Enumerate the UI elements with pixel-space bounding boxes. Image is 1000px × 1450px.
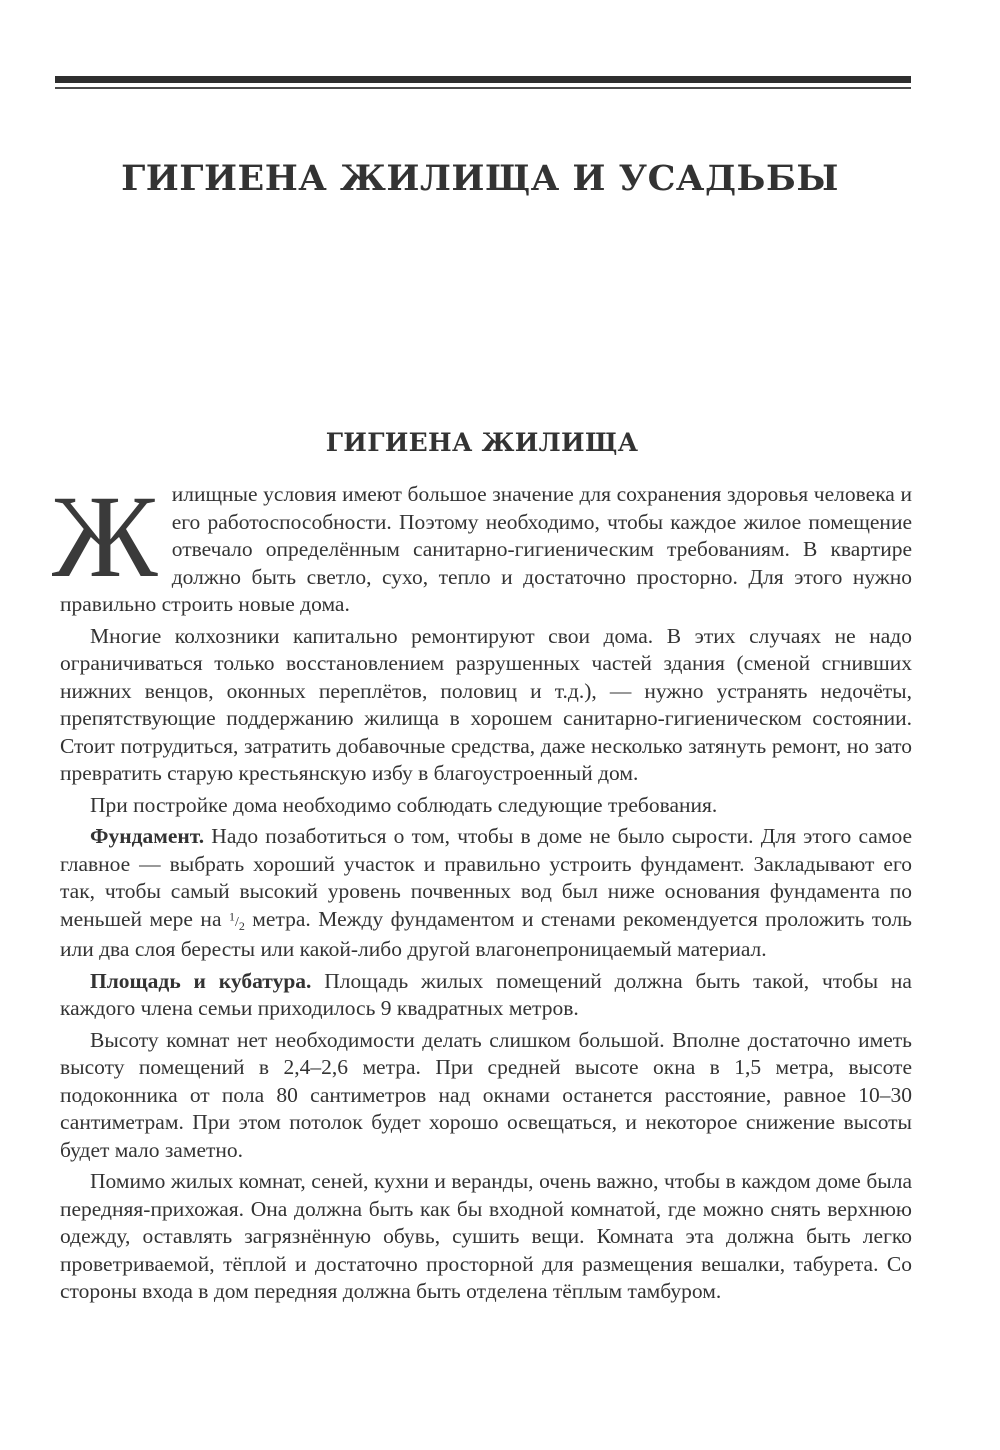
paragraph-2: Многие колхозники капитально ремонтируют свои дома. В этих случаях не надо ограничиваться только восстановлением разрушенных частей здания (сменой сгнивших нижних венцов, оконных переплётов, половиц и т.д.), — нужно устранять недочёты, препятствующие поддержанию жилища в хорошем санитарно-гигиеническом состоянии. Стоит потрудиться, затратить добавочные средства, даже несколько затянуть ремонт, но зато превратить старую крестьянскую избу в благоустроенный дом.: [60, 623, 912, 785]
area-heading: Площадь и кубатура.: [90, 968, 312, 993]
fraction-denominator: 2: [238, 918, 245, 933]
chapter-title: ГИГИЕНА ЖИЛИЩА И УСАДЬБЫ: [121, 158, 839, 199]
paragraph-hallway: Помимо жилых комнат, сеней, кухни и веранды, очень важно, чтобы в каждом доме была передняя-прихожая. Она должна быть как бы входной комнатой, где можно снять верхнюю одежду, оставлять загрязнённую обувь, сушить вещи. Комната эта должна быть легко проветриваемой, тёплой и достаточно просторной для размещения вешалки, табурета. Со стороны входа в дом передняя должна быть отделена тёплым тамбуром.: [60, 1169, 912, 1303]
section-title: ГИГИЕНА ЖИЛИЩА: [325, 428, 639, 457]
body-text: [52, 471, 912, 1310]
paragraph-3: При постройке дома необходимо соблюдать следующие требования.: [90, 792, 718, 817]
drop-cap: Ж: [52, 471, 158, 602]
half-fraction: $^1/_2$: [228, 908, 245, 933]
header-rule-thick: [55, 76, 911, 83]
paragraph-height: Высоту комнат нет необходимости делать слишком большой. Вполне достаточно иметь высоту помещений в 2,4–2,6 метра. При средней высоте окна в 1,5 метра, высоте подоконника от пола 80 сантиметров над окнами останется расстояние, равное 10–30 сантиметрам. При этом потолок будет хорошо освещаться, и некоторое снижение высоты будет мало заметно.: [60, 1027, 912, 1162]
header-rule-thin: [55, 87, 911, 89]
paragraph-area: [60, 968, 912, 1023]
foundation-heading: Фундамент.: [90, 824, 205, 848]
area-text: Площадь жилых помещений должна быть такой, чтобы на каждого члена семьи приходилось 9 квадратных метров.: [60, 968, 912, 1020]
foundation-text-b: метра. Между фундаментом и стенами рекомендуется проложить толь или два слоя бересты или какой-либо другой влагонепроницаемый материал.: [60, 906, 912, 961]
paragraph-1: [52, 471, 912, 619]
paragraph-foundation: [60, 823, 912, 964]
paragraph-1-text: илищные условия имеют большое значение для сохранения здоровья человека и его работоспособности. Поэтому необходимо, чтобы каждое жилое помещение отвечало определённым санитарно-гигиеническим требованиям. В квартире должно быть светло, сухо, тепло и достаточно просторно. Для этого нужно правильно строить новые дома.: [60, 482, 912, 616]
foundation-text-a: Надо позаботиться о том, чтобы в доме не было сырости. Для этого самое главное — выбрать хороший участок и правильно устроить фундамент. Закладывают его так, чтобы самый высокий уровень почвенных вод был ниже основания фундамента по меньшей мере на: [60, 824, 912, 931]
fraction-numerator: 1: [228, 908, 235, 923]
